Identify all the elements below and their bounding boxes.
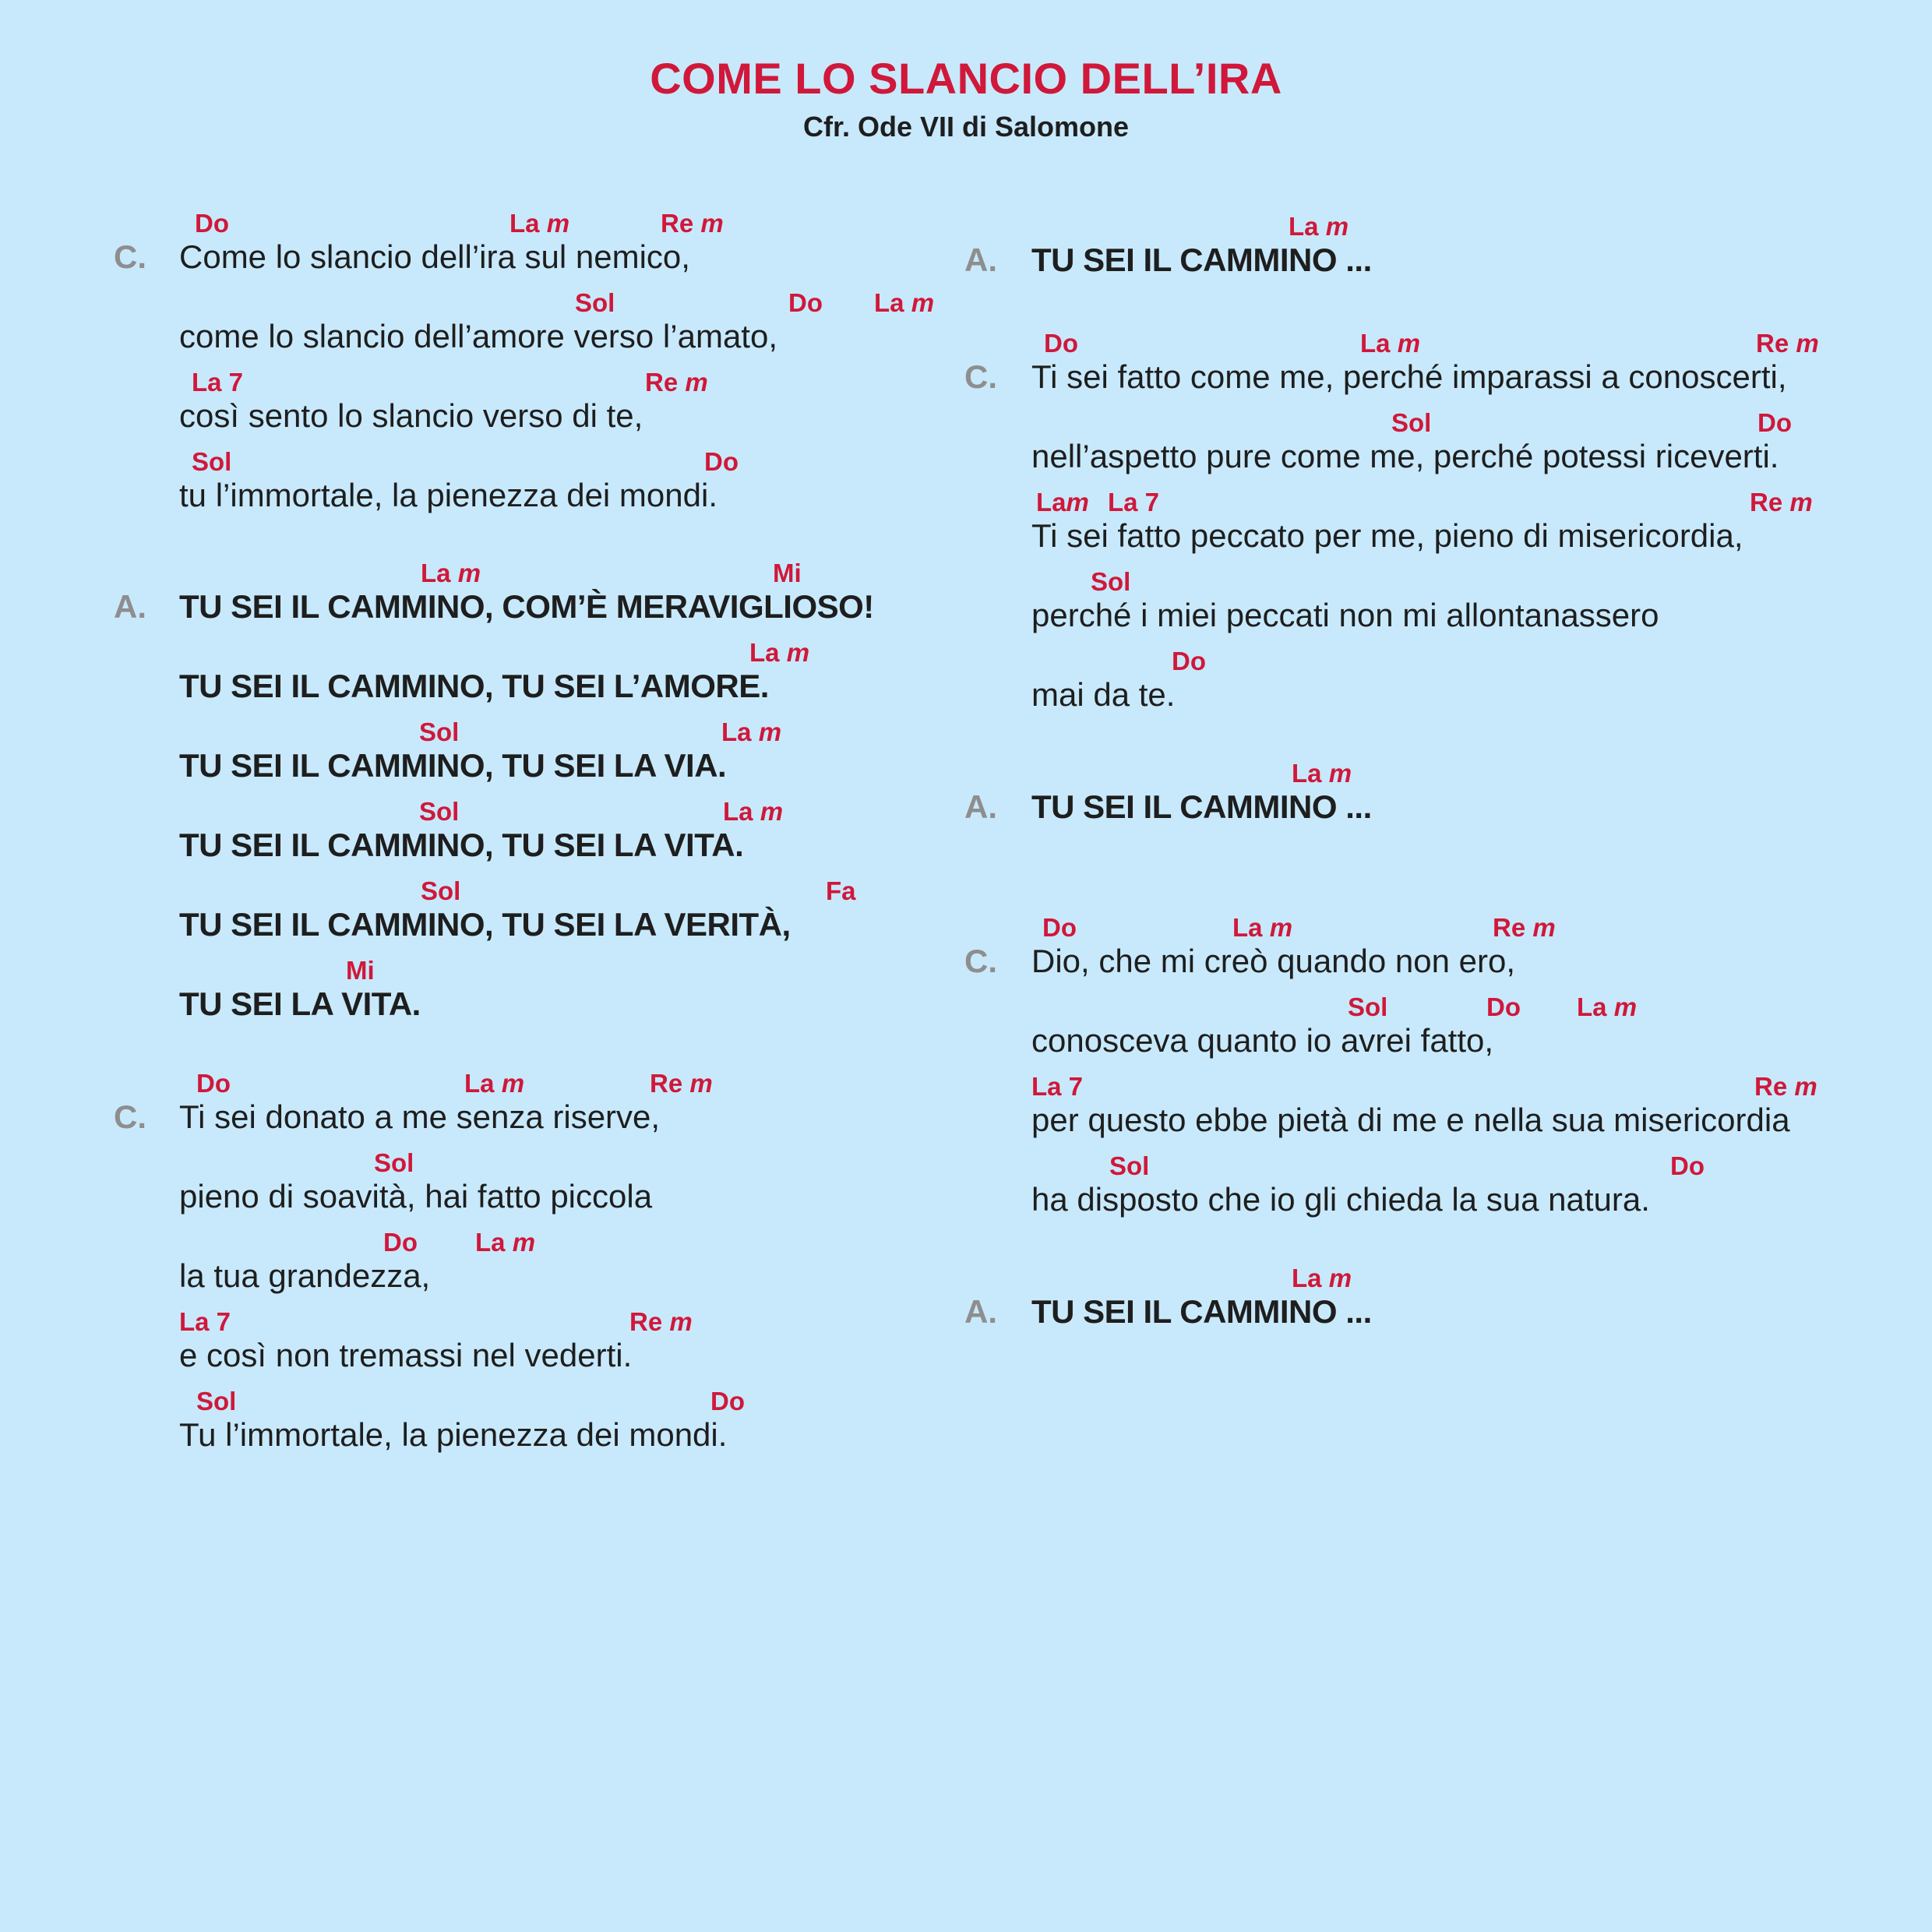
lyric-text: perché i miei peccati non mi allontanassero xyxy=(1031,597,1659,633)
chord: La m xyxy=(1289,212,1349,241)
chord: Do xyxy=(1670,1151,1705,1180)
chord: La m xyxy=(1292,1264,1352,1292)
chord: La m xyxy=(1232,913,1293,942)
chord: Do xyxy=(1486,992,1521,1021)
chord: La m xyxy=(421,559,481,587)
lyric-text: la tua grandezza, xyxy=(179,1257,431,1294)
chord: Sol xyxy=(1091,567,1131,596)
chord: La m xyxy=(1360,329,1421,358)
lyric-text: TU SEI IL CAMMINO ... xyxy=(1031,788,1372,825)
chord: Do xyxy=(710,1387,745,1416)
lyric-text: e così non tremassi nel vederti. xyxy=(179,1337,633,1373)
lyric-text: così sento lo slancio verso di te, xyxy=(179,397,643,434)
chord: La m xyxy=(1292,759,1352,788)
chord: Do xyxy=(1042,913,1077,942)
chord: Do xyxy=(1757,408,1792,437)
chord: Mi xyxy=(773,559,802,587)
lyric-text: TU SEI IL CAMMINO, TU SEI LA VIA. xyxy=(179,747,727,784)
chord: Sol xyxy=(575,288,615,317)
chord: Do xyxy=(1044,329,1078,358)
lyric-text: tu l’immortale, la pienezza dei mondi. xyxy=(179,477,717,513)
chord: La m xyxy=(749,638,810,667)
chord: Do xyxy=(1172,647,1206,675)
lyric-text: TU SEI IL CAMMINO, COM’È MERAVIGLIOSO! xyxy=(179,588,874,625)
lyric-text: conosceva quanto io avrei fatto, xyxy=(1031,1022,1494,1059)
chord: Sol xyxy=(419,717,460,746)
cantor-label: C. xyxy=(964,943,997,979)
assembly-label: A. xyxy=(964,1293,997,1330)
cantor-label: C. xyxy=(964,358,997,395)
chord: La m xyxy=(509,209,570,238)
chord: Re m xyxy=(1756,329,1819,358)
chord: Re m xyxy=(1750,488,1813,516)
song-subtitle: Cfr. Ode VII di Salomone xyxy=(802,111,1130,143)
cantor-label: C. xyxy=(114,1098,146,1135)
chord: La m xyxy=(874,288,935,317)
assembly-label: A. xyxy=(114,588,146,625)
chord: Do xyxy=(195,209,229,238)
lyric-text: pieno di soavità, hai fatto piccola xyxy=(179,1178,653,1215)
chord: Sol xyxy=(421,876,461,905)
lyric-text: TU SEI IL CAMMINO, TU SEI LA VERITÀ, xyxy=(179,906,791,943)
chord: La 7 xyxy=(1108,488,1160,516)
lyric-text: TU SEI IL CAMMINO, TU SEI LA VITA. xyxy=(179,827,744,863)
chord: Sol xyxy=(1391,408,1432,437)
chord: La m xyxy=(464,1069,525,1098)
chord: La 7 xyxy=(179,1307,231,1336)
chord: La m xyxy=(475,1228,536,1257)
cantor-label: C. xyxy=(114,238,146,275)
lyric-text: Ti sei donato a me senza riserve, xyxy=(179,1098,661,1135)
chord: Do xyxy=(704,447,739,476)
lyric-text: Ti sei fatto come me, perché imparassi a conoscerti, xyxy=(1031,358,1787,395)
lyric-text: TU SEI IL CAMMINO ... xyxy=(1031,1293,1372,1330)
chord: La m xyxy=(721,717,782,746)
lyric-text: Dio, che mi creò quando non ero, xyxy=(1031,943,1516,979)
chord: La 7 xyxy=(1031,1072,1084,1101)
chord: Sol xyxy=(374,1148,414,1177)
lyric-text: Come lo slancio dell’ira sul nemico, xyxy=(179,238,690,275)
chord: Re m xyxy=(650,1069,713,1098)
chord: Do xyxy=(196,1069,231,1098)
chord: Re m xyxy=(645,368,708,397)
chord: Re m xyxy=(1493,913,1556,942)
song-title: COME LO SLANCIO DELL’IRA xyxy=(650,54,1282,103)
chord: La m xyxy=(723,797,784,826)
chord: La m xyxy=(1577,992,1638,1021)
chord: Sol xyxy=(192,447,232,476)
chord: Do xyxy=(383,1228,418,1257)
chord: Lam xyxy=(1036,488,1089,516)
lyric-text: Tu l’immortale, la pienezza dei mondi. xyxy=(179,1416,728,1453)
lyric-text: TU SEI IL CAMMINO ... xyxy=(1031,242,1372,278)
lyric-text: TU SEI IL CAMMINO, TU SEI L’AMORE. xyxy=(179,668,769,704)
lyric-text: ha disposto che io gli chieda la sua natura. xyxy=(1031,1181,1650,1218)
chord: Sol xyxy=(419,797,460,826)
chord: Mi xyxy=(346,956,375,985)
lyric-text: Ti sei fatto peccato per me, pieno di misericordia, xyxy=(1031,517,1743,554)
assembly-label: A. xyxy=(964,788,997,825)
chord: Sol xyxy=(1109,1151,1150,1180)
chord: Re m xyxy=(629,1307,693,1336)
lyric-text: mai da te. xyxy=(1031,676,1176,713)
lyric-text: nell’aspetto pure come me, perché potessi riceverti. xyxy=(1031,438,1779,474)
chord: Re m xyxy=(1754,1072,1817,1101)
lyric-text: per questo ebbe pietà di me e nella sua misericordia xyxy=(1031,1102,1790,1138)
chord: Re m xyxy=(661,209,724,238)
chord: Fa xyxy=(826,876,856,905)
chord: Sol xyxy=(196,1387,237,1416)
assembly-label: A. xyxy=(964,242,997,278)
lyric-text: come lo slancio dell’amore verso l’amato, xyxy=(179,318,777,354)
chord: Do xyxy=(788,288,823,317)
lyric-text: TU SEI LA VITA. xyxy=(179,985,421,1022)
chord: Sol xyxy=(1348,992,1388,1021)
chord: La 7 xyxy=(192,368,244,397)
